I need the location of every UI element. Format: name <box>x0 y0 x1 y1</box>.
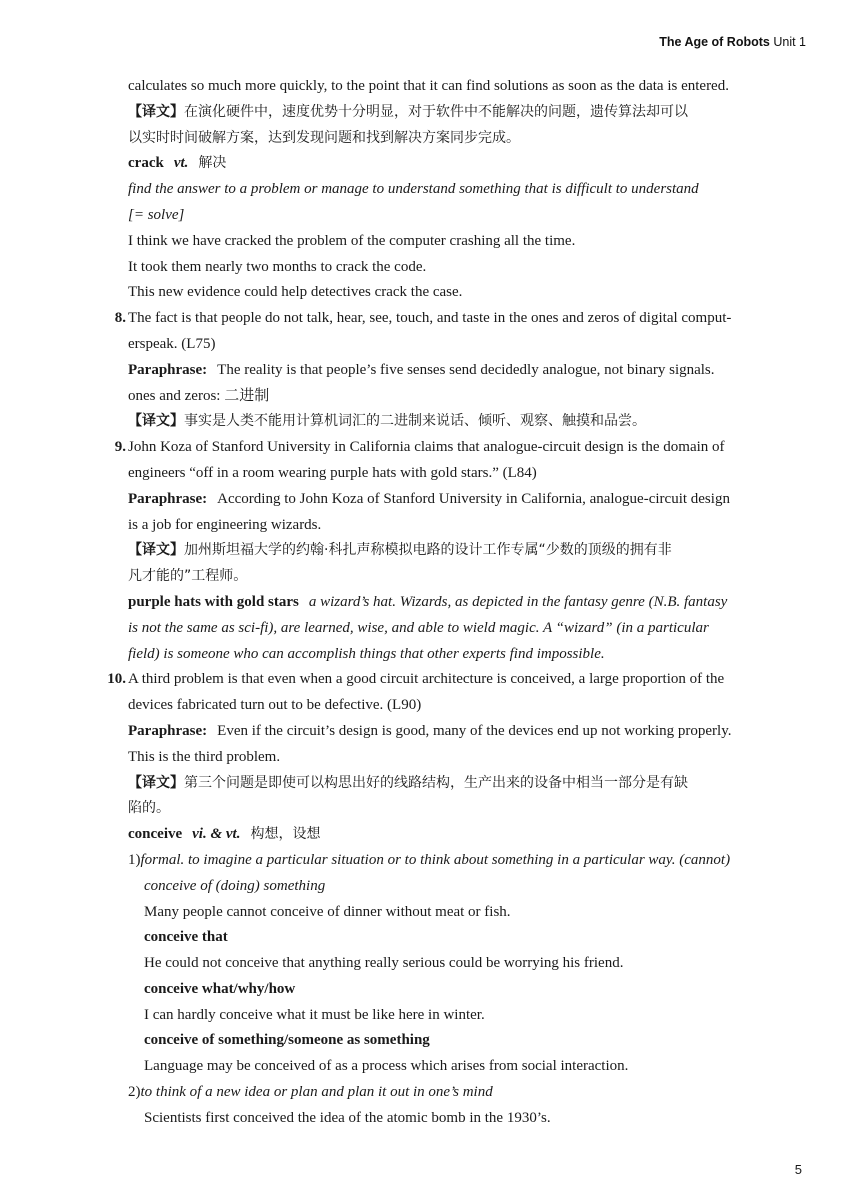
paraphrase-label: Paraphrase: <box>128 722 208 739</box>
page-number: 5 <box>794 1162 802 1177</box>
example-sentence: I think we have cracked the problem of the computer crashing all the time. <box>128 232 576 249</box>
example-sentence: Many people cannot conceive of dinner without meat or fish. <box>144 903 511 920</box>
running-header <box>659 30 806 56</box>
definition-line <box>110 1080 804 1106</box>
numbered-item-8 <box>110 306 804 332</box>
paraphrase-text: The reality is that people’s five senses send decidedly analogue, not binary signals. <box>217 361 715 378</box>
page-body <box>107 74 804 1132</box>
translation-line <box>110 409 804 435</box>
vocab-explanation: is not the same as sci-fi), are learned, wise, and able to wield magic. A “wizard” (in a particular <box>128 619 709 636</box>
source-sentence: The fact is that people do not talk, hear, see, touch, and taste in the ones and zeros of digital comput- <box>128 310 732 327</box>
example-sentence: Language may be conceived of as a process which arises from social interaction. <box>144 1058 629 1075</box>
numbered-item-9 <box>110 435 804 461</box>
vocab-meaning: 构想，设想 <box>250 826 321 843</box>
usage-pattern: conceive what/why/how <box>144 980 296 997</box>
definition: to think of a new idea or plan and plan it out in one’s mind <box>140 1084 493 1101</box>
usage-pattern: conceive of something/someone as something <box>144 1032 430 1049</box>
part-of-speech: vt. <box>173 155 189 172</box>
paraphrase-line <box>110 358 804 384</box>
example-sentence: I can hardly conceive what it must be like here in winter. <box>144 1006 485 1023</box>
source-sentence: John Koza of Stanford University in California claims that analogue-circuit design is the domain of <box>128 439 725 456</box>
vocab-entry <box>110 151 804 177</box>
vocab-meaning: 解决 <box>198 155 227 172</box>
translation-text: 事实是人类不能用计算机词汇的二进制来说话、倾听、观察、触摸和品尝。 <box>184 413 646 430</box>
definition-line <box>110 848 804 874</box>
sense-number: 2) <box>128 1084 141 1101</box>
paraphrase-label: Paraphrase: <box>128 361 208 378</box>
source-sentence: A third problem is that even when a good circuit architecture is conceived, a large proportion of the <box>128 671 725 688</box>
numbered-item-10 <box>107 667 804 693</box>
item-number: 10. <box>107 671 126 688</box>
definition: find the answer to a problem or manage to understand something that is difficult to understand <box>128 181 699 198</box>
part-of-speech: vi. & vt. <box>192 826 241 843</box>
paraphrase-line <box>110 719 804 745</box>
translation-text: 在演化硬件中，速度优势十分明显，对于软件中不能解决的问题，遗传算法却可以 <box>184 103 688 120</box>
vocab-explanation: field) is someone who can accomplish things that other experts find impossible. <box>128 645 605 662</box>
vocab-note: ones and zeros: 二进制 <box>128 387 270 404</box>
paraphrase-text: According to John Koza of Stanford University in California, analogue-circuit design <box>217 490 730 507</box>
paraphrase-text: is a job for engineering wizards. <box>128 516 322 533</box>
translation-tag: 【译文】 <box>128 542 184 559</box>
translation-line <box>110 538 804 564</box>
example-sentence: He could not conceive that anything really serious could be worrying his friend. <box>144 955 624 972</box>
translation-line <box>110 771 804 797</box>
vocab-note <box>110 590 804 616</box>
vocab-term: purple hats with gold stars <box>128 593 299 610</box>
usage-pattern: conceive that <box>144 929 228 946</box>
definition: formal. to imagine a particular situation or to think about something in a particular way. (cannot) <box>140 851 731 868</box>
vocab-explanation: a wizard’s hat. Wizards, as depicted in the fantasy genre (N.B. fantasy <box>308 593 728 610</box>
paraphrase-text: Even if the circuit’s design is good, many of the devices end up not working properly. <box>217 722 732 739</box>
definition: [= solve] <box>128 206 185 223</box>
usage-pattern: conceive of (doing) something <box>144 877 326 894</box>
item-number: 9. <box>114 439 126 456</box>
translation-text: 凡才能的”工程师。 <box>128 568 248 585</box>
translation-text: 加州斯坦福大学的约翰·科扎声称模拟电路的设计工作专属“少数的顶级的拥有非 <box>184 542 672 559</box>
sense-number: 1) <box>128 851 141 868</box>
vocab-entry <box>110 822 804 848</box>
example-sentence: It took them nearly two months to crack the code. <box>128 258 427 275</box>
translation-text: 第三个问题是即使可以构思出好的线路结构，生产出来的设备中相当一部分是有缺 <box>184 774 688 791</box>
translation-tag: 【译文】 <box>128 774 184 791</box>
example-sentence: Scientists first conceived the idea of the atomic bomb in the 1930’s. <box>144 1109 551 1126</box>
item-number: 8. <box>114 310 126 327</box>
paraphrase-line <box>110 487 804 513</box>
book-title: The Age of Robots <box>659 35 770 49</box>
paraphrase-text: This is the third problem. <box>128 748 281 765</box>
translation-tag: 【译文】 <box>128 413 184 430</box>
source-sentence: erspeak. (L75) <box>128 335 216 352</box>
source-sentence: devices fabricated turn out to be defective. (L90) <box>128 697 422 714</box>
source-sentence: engineers “off in a room wearing purple hats with gold stars.” (L84) <box>128 464 537 481</box>
translation-tag: 【译文】 <box>128 103 184 120</box>
paraphrase-label: Paraphrase: <box>128 490 208 507</box>
example-sentence: This new evidence could help detectives crack the case. <box>128 284 463 301</box>
text-line: calculates so much more quickly, to the point that it can find solutions as soon as the data is entered. <box>128 78 729 94</box>
vocab-word: conceive <box>128 826 183 843</box>
translation-text: 陷的。 <box>128 800 170 817</box>
unit-label: Unit 1 <box>773 35 806 49</box>
translation-line <box>110 100 804 126</box>
translation-text: 以实时时间破解方案，达到发现问题和找到解决方案同步完成。 <box>128 129 520 146</box>
vocab-word: crack <box>128 155 164 172</box>
